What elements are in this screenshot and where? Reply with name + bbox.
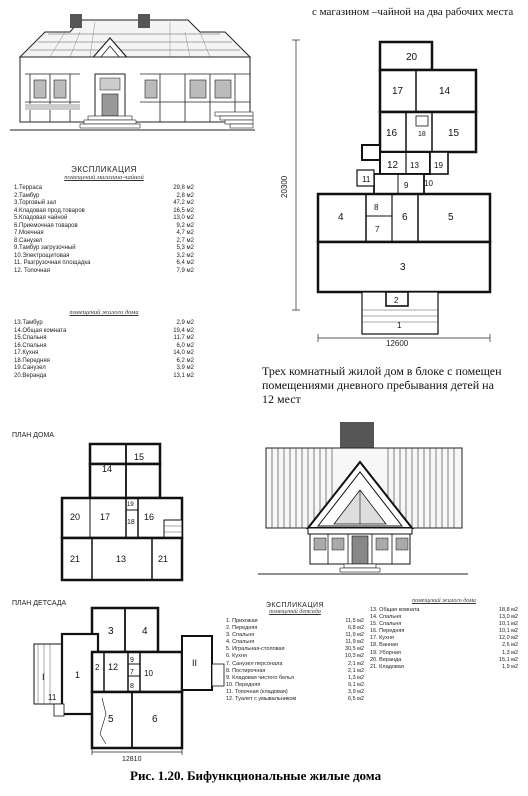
explication-room-area: 6,2 м2: [176, 357, 194, 364]
room-label: 5: [108, 714, 114, 725]
house-explication: [14, 309, 194, 380]
explication-row: [226, 682, 364, 689]
explication-row: [370, 635, 518, 642]
room-label: 8: [130, 683, 134, 690]
explication-room-name: 2. Передняя: [226, 625, 258, 632]
shop-explication-rows: [14, 185, 194, 275]
explication-room-name: 12. Топочная: [14, 267, 51, 274]
explication-row: [226, 696, 364, 703]
explication-row: [226, 675, 364, 682]
room-label: 14: [102, 464, 113, 474]
room-label: 11: [48, 693, 57, 702]
house2-explication: [370, 598, 518, 671]
explication-row: [14, 373, 194, 381]
dim-bottom-top: 12600: [386, 339, 409, 348]
explication-room-name: 4.Кладовая прод.товаров: [14, 207, 85, 214]
explication-room-name: 9.Тамбур загрузочный: [14, 245, 76, 251]
room-label: 16: [144, 512, 155, 522]
explication-room-area: 10,1 м2: [498, 628, 518, 635]
explication-room-name: 14.Общая комната: [14, 327, 67, 334]
room-label: 8: [374, 203, 379, 212]
house-explication-rows: [14, 320, 194, 380]
explication-row: [14, 193, 194, 201]
explication-row: [14, 320, 194, 328]
explication-room-area: 9,1 м2: [347, 681, 364, 688]
room-label: 5: [448, 212, 454, 223]
explication-row: [14, 343, 194, 351]
explication-room-area: 29,8 м2: [173, 185, 194, 191]
explication-room-area: 16,5 м2: [173, 207, 194, 214]
explication-row: [226, 689, 364, 696]
explication-room-area: 47,2 м2: [173, 200, 194, 206]
explication-room-name: 2.Тамбур: [14, 192, 40, 199]
explication-room-name: 7. Санузел персонала: [226, 660, 283, 667]
explication-room-area: 18,8 м2: [498, 607, 518, 613]
shop-elevation-drawing: [10, 12, 255, 137]
room-label: 18: [127, 519, 135, 526]
explication-room-area: 11,5 м2: [345, 618, 364, 624]
explication-row: [370, 657, 518, 664]
room-label: 17: [100, 512, 111, 522]
explication-row: [370, 650, 518, 657]
explication-row: [14, 328, 194, 336]
explication-room-area: 3,9 м2: [176, 365, 194, 371]
room-label: II: [192, 658, 198, 668]
explication-room-area: 10,1 м2: [498, 621, 518, 628]
room-label: 2: [95, 663, 100, 672]
house-floor-plan: [52, 440, 192, 590]
explication-room-area: 13,1 м2: [173, 372, 194, 379]
explication-room-area: 2,6 м2: [501, 642, 518, 649]
explication-room-name: 16. Передняя: [370, 628, 405, 635]
explication-room-name: 13. Общая комната: [370, 607, 420, 613]
room-label: 4: [142, 626, 148, 637]
room-label: 13: [410, 161, 419, 170]
explication-room-name: 5. Игральная-столовая: [226, 646, 285, 653]
explication-row: [226, 668, 364, 675]
explication-row: [14, 268, 194, 276]
shop-explication-subtitle: помещений магазина-чайной: [64, 174, 144, 181]
room-label: 20: [70, 512, 81, 522]
explication-room-name: 18. Ванная: [370, 642, 399, 649]
explication-row: [14, 245, 194, 253]
explication-row: [226, 625, 364, 632]
room-label: 11: [362, 175, 371, 184]
explication-room-name: 20.Веранда: [14, 372, 47, 379]
kinder-explication-subtitle: помещений детсада: [269, 609, 321, 615]
explication-room-area: 11,9 м2: [345, 639, 364, 646]
explication-room-name: 5.Кладовая чайной: [14, 215, 68, 221]
explication-row: [370, 642, 518, 649]
room-label: 13: [116, 554, 127, 564]
shop-explication: [14, 165, 194, 275]
explication-room-area: 15,1 м2: [498, 656, 518, 663]
explication-room-area: 13,0 м2: [173, 215, 194, 221]
explication-row: [14, 238, 194, 246]
room-label: 12: [387, 160, 399, 171]
room-label: 3: [108, 626, 114, 637]
explication-room-name: 6. Кухня: [226, 653, 247, 660]
kinder-explication: [226, 602, 364, 703]
explication-room-name: 15.Спальня: [14, 335, 47, 341]
explication-row: [370, 621, 518, 628]
explication-room-name: 3. Спальня: [226, 632, 255, 639]
explication-room-area: 14,0 м2: [173, 350, 194, 356]
kindergarten-floor-plan: [20, 604, 228, 764]
explication-room-name: 9. Кладовая чистого белья: [226, 674, 294, 681]
room-label: 21: [70, 554, 81, 564]
explication-row: [226, 618, 364, 625]
room-label: 10: [144, 669, 153, 678]
room-label: 7: [130, 669, 134, 676]
kinder-explication-rows: [226, 618, 364, 703]
room-label: 10: [424, 179, 433, 188]
explication-row: [14, 208, 194, 216]
explication-room-name: 3.Торговый зал: [14, 200, 57, 206]
explication-room-name: 11. Топочная (кладовая): [226, 688, 288, 695]
room-label: 12: [108, 662, 119, 672]
explication-room-name: 8.Санузел: [14, 237, 43, 244]
explication-room-name: 10.Электрощитовая: [14, 252, 70, 259]
room-label: I: [42, 672, 45, 682]
room-label: 14: [439, 86, 451, 97]
explication-room-name: 20. Веранда: [370, 656, 402, 663]
explication-row: [14, 230, 194, 238]
explication-room-name: 18.Передняя: [14, 357, 50, 364]
room-label: 1: [75, 670, 81, 680]
explication-room-name: 10. Передняя: [226, 681, 261, 688]
room-label: 7: [375, 225, 380, 234]
room-label: 15: [134, 452, 145, 462]
explication-row: [14, 260, 194, 268]
explication-room-area: 19,4 м2: [173, 327, 194, 334]
explication-room-area: 6,4 м2: [176, 260, 194, 266]
explication-room-area: 6,8 м2: [347, 625, 364, 632]
explication-row: [14, 365, 194, 373]
explication-room-area: 4,7 м2: [176, 230, 194, 236]
explication-row: [370, 607, 518, 614]
room-label: 18: [418, 131, 426, 138]
explication-room-name: 8. Постирочная: [226, 667, 266, 674]
explication-room-name: 16.Спальня: [14, 342, 47, 349]
explication-row: [226, 653, 364, 660]
room-label: 16: [386, 128, 398, 139]
explication-row: [370, 664, 518, 671]
explication-room-name: 15. Спальня: [370, 621, 402, 628]
middle-caption: Трех комнатный жилой дом в блоке с помещен помещениями дневного пребывания детей на 12 мест: [262, 364, 502, 406]
shop-house-floor-plan: [282, 20, 497, 350]
room-label: 15: [448, 128, 460, 139]
explication-room-area: 9,2 м2: [176, 222, 194, 229]
explication-row: [226, 646, 364, 653]
figure-caption: Рис. 1.20. Бифункциональные жилые дома: [130, 768, 382, 783]
explication-room-area: 13,0 м2: [498, 614, 518, 621]
explication-room-area: 2,7 м2: [176, 237, 194, 244]
explication-row: [14, 350, 194, 358]
explication-row: [14, 335, 194, 343]
shop-explication-title: ЭКСПЛИКАЦИЯ: [71, 165, 137, 174]
explication-room-area: 2,8 м2: [176, 192, 194, 199]
room-label: 19: [127, 502, 134, 508]
house-explication-subtitle: помещений жилого дома: [69, 309, 139, 316]
explication-room-name: 19. Уборная: [370, 649, 401, 656]
explication-room-name: 12. Туалет с умывальником: [226, 696, 297, 703]
explication-row: [14, 215, 194, 223]
room-label: 2: [394, 296, 399, 305]
explication-row: [14, 223, 194, 231]
room-label: 4: [338, 212, 344, 223]
explication-room-name: 19.Санузел: [14, 365, 46, 371]
room-label: 17: [392, 86, 404, 97]
explication-room-area: 7,9 м2: [176, 267, 194, 274]
room-label: 9: [404, 181, 409, 190]
room-label: 6: [402, 212, 408, 223]
explication-row: [14, 200, 194, 208]
room-label: 19: [434, 161, 443, 170]
room-label: 21: [158, 554, 169, 564]
explication-row: [370, 614, 518, 621]
explication-row: [226, 639, 364, 646]
explication-room-name: 7.Моечная: [14, 230, 44, 236]
explication-room-name: 21. Кладовая: [370, 663, 404, 670]
explication-room-area: 2,9 м2: [176, 320, 194, 326]
house2-explication-subtitle: помещений жилого дома: [412, 598, 476, 604]
explication-row: [14, 253, 194, 261]
house2-explication-rows: [370, 607, 518, 671]
explication-room-name: 1. Прихожая: [226, 618, 258, 624]
explication-room-area: 5,3 м2: [176, 245, 194, 251]
explication-room-area: 10,3 м2: [344, 653, 364, 660]
explication-room-area: 3,9 м2: [347, 688, 364, 695]
explication-room-name: 6.Приемочная товаров: [14, 222, 78, 229]
explication-room-area: 3,2 м2: [176, 252, 194, 259]
explication-room-name: 17. Кухня: [370, 635, 394, 642]
explication-room-name: 11. Разгрузочная площадка: [14, 260, 91, 266]
explication-room-area: 12,0 м2: [498, 635, 518, 642]
explication-room-area: 1,3 м2: [347, 674, 364, 681]
explication-room-area: 2,1 м2: [347, 667, 364, 674]
room-label: 20: [406, 52, 418, 63]
kinder-explication-title: ЭКСПЛИКАЦИЯ: [265, 602, 325, 609]
room-label: 9: [130, 657, 134, 664]
explication-room-area: 6,0 м2: [176, 342, 194, 349]
explication-row: [14, 358, 194, 366]
explication-room-name: 4. Спальня: [226, 639, 255, 646]
dim-left-top: 20300: [280, 175, 289, 198]
explication-room-name: 14. Спальня: [370, 614, 402, 621]
explication-room-area: 1,3 м2: [501, 649, 518, 656]
room-label: 1: [397, 321, 402, 330]
explication-room-name: 13.Тамбур: [14, 320, 43, 326]
explication-room-name: 1.Терраса: [14, 185, 43, 191]
room-label: 3: [400, 262, 406, 273]
explication-row: [14, 185, 194, 193]
top-caption: с магазином –чайной на два рабочих места: [312, 6, 514, 18]
dim-bottom-left: 12810: [122, 756, 142, 763]
explication-room-area: 11,7 м2: [173, 335, 194, 341]
explication-room-name: 17.Кухня: [14, 350, 39, 356]
explication-row: [370, 628, 518, 635]
explication-row: [226, 661, 364, 668]
explication-room-area: 6,5 м2: [347, 696, 364, 703]
explication-room-area: 1,9 м2: [501, 663, 518, 670]
explication-room-area: 30,5 м2: [344, 646, 364, 653]
room-label: 6: [152, 714, 158, 725]
explication-row: [226, 632, 364, 639]
house-elevation-drawing: [258, 418, 468, 578]
plan-house-label: ПЛАН ДОМА: [12, 432, 54, 439]
plan-kindergarten-label: ПЛАН ДЕТСАДА: [12, 600, 67, 607]
explication-room-area: 2,1 м2: [347, 660, 364, 667]
explication-room-area: 11,9 м2: [345, 632, 364, 639]
